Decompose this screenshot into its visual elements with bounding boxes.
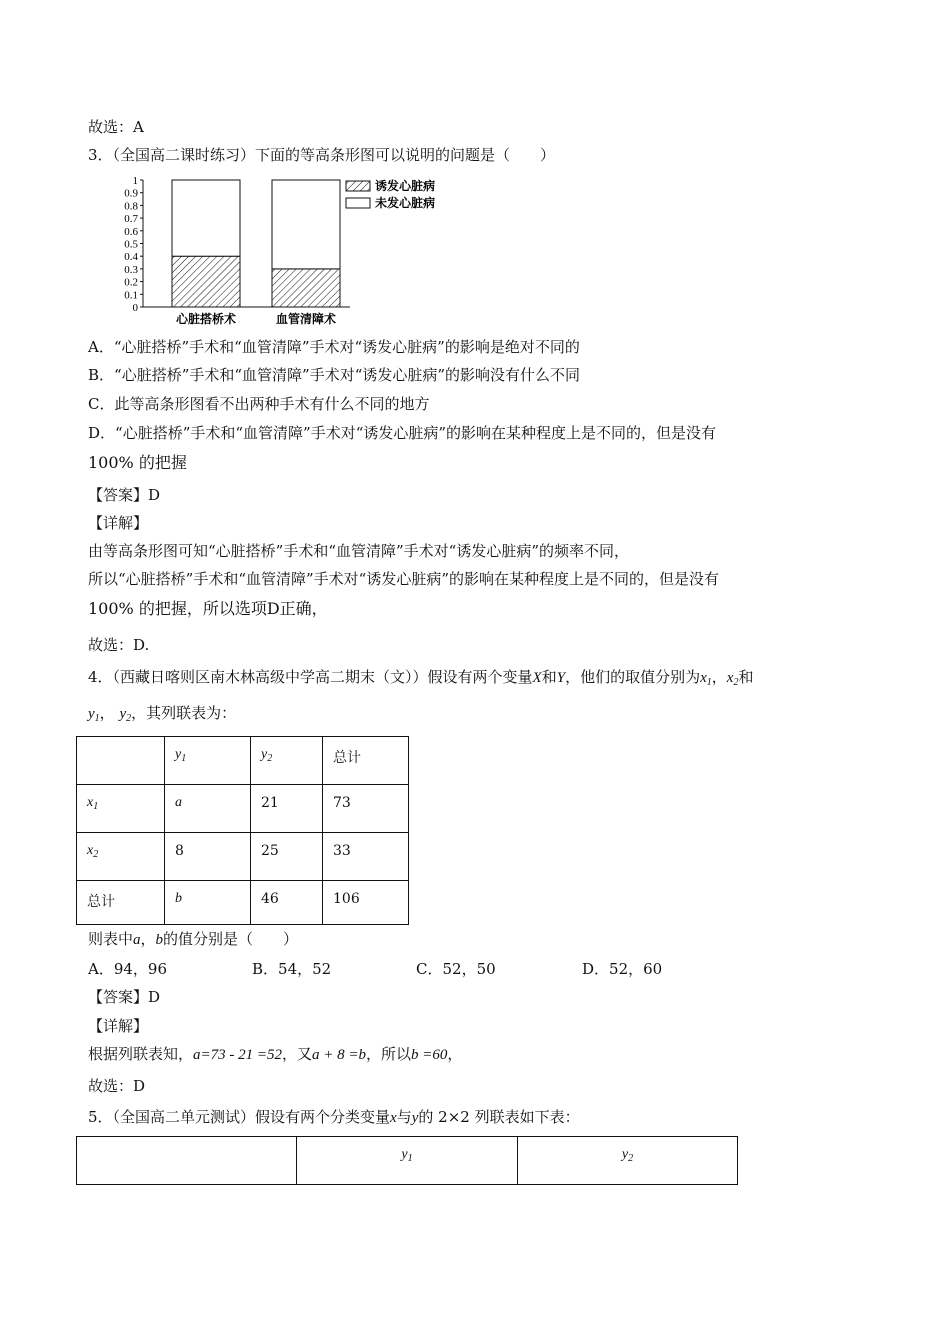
table-header-cell: $y_2$	[518, 1137, 738, 1185]
question-4-prompt: 则表中a，b的值分别是（ ）	[88, 930, 299, 948]
bar-induced	[272, 269, 340, 307]
legend-label-induced: 诱发心脏病	[375, 179, 436, 193]
legend-swatch-induced	[346, 181, 370, 191]
text-line: 故选：A	[88, 118, 144, 136]
table-header-cell: $y_1$	[297, 1137, 518, 1185]
y-tick-label: 0.9	[124, 187, 138, 200]
detail-label: 【详解】	[88, 1017, 149, 1035]
conclusion-line: 故选：D.	[88, 636, 150, 654]
table-header-cell: $y_1$	[165, 737, 251, 785]
table-cell: b	[165, 881, 251, 925]
table-cell: 8	[165, 833, 251, 881]
y-tick-label: 0.3	[124, 263, 138, 276]
x-category-label: 血管清障术	[275, 312, 337, 326]
option-b: B．54，52	[252, 960, 332, 978]
table-cell: 21	[251, 785, 323, 833]
x-category-label: 心脏搭桥术	[175, 312, 237, 326]
y-tick-label: 0.4	[124, 251, 138, 264]
option-d: D．“心脏搭桥”手术和“血管清障”手术对“诱发心脏病”的影响在某种程度上是不同的，但是没有	[88, 424, 717, 442]
option-b: B．“心脏搭桥”手术和“血管清障”手术对“诱发心脏病”的影响没有什么不同	[88, 366, 581, 384]
answer-label: 【答案】D	[88, 988, 161, 1006]
question-3-title: 3．（全国高二课时练习）下面的等高条形图可以说明的问题是（ ）	[88, 146, 556, 164]
y-tick-label: 1	[132, 175, 138, 187]
table-cell: a	[165, 785, 251, 833]
y-tick-label: 0	[132, 302, 138, 314]
legend-swatch-not-induced	[346, 198, 370, 208]
option-d-continued: 100% 的把握	[88, 453, 187, 472]
table-cell: 73	[323, 785, 409, 833]
detail-label: 【详解】	[88, 514, 149, 532]
y-tick-label: 0.2	[124, 276, 138, 289]
bar-not-induced	[272, 180, 340, 269]
explanation-line: 所以“心脏搭桥”手术和“血管清障”手术对“诱发心脏病”的影响在某种程度上是不同的，但是没有	[88, 570, 720, 588]
y-tick-label: 0.7	[124, 213, 138, 226]
y-tick-label: 0.5	[124, 238, 138, 251]
answer-label: 【答案】D	[88, 486, 161, 504]
bar-not-induced	[172, 180, 240, 256]
explanation-line: 100% 的把握，所以选项D正确，	[88, 599, 328, 618]
table-cell: 106	[323, 881, 409, 925]
question-5-title: 5．（全国高二单元测试）假设有两个分类变量x与y的 2×2 列联表如下表：	[88, 1108, 580, 1126]
question-4-title: 4．（西藏日喀则区南木林高级中学高二期末（文））假设有两个变量X和Y，他们的取值分别为$x_1$，$x_2$和	[88, 668, 754, 688]
explanation-line: 根据列联表知，a=73 - 21 =52，又a + 8 =b，所以b =60，	[88, 1045, 463, 1063]
table-header-cell: 总计	[323, 737, 409, 785]
table-row-header: $x_2$	[77, 833, 165, 881]
table-cell: 33	[323, 833, 409, 881]
table-header-cell: $y_2$	[251, 737, 323, 785]
y-tick-label: 0.8	[124, 200, 138, 213]
contingency-table	[76, 736, 409, 925]
y-tick-label: 0.1	[124, 289, 138, 302]
table-cell	[77, 737, 165, 785]
y-tick-label: 0.6	[124, 225, 138, 238]
legend-label-not-induced: 未发心脏病	[375, 196, 436, 210]
table-cell	[77, 1137, 297, 1185]
bar-induced	[172, 256, 240, 307]
option-c: C．52，50	[416, 960, 496, 978]
table-row-header: $x_1$	[77, 785, 165, 833]
option-d: D．52，60	[582, 960, 663, 978]
option-a: A．“心脏搭桥”手术和“血管清障”手术对“诱发心脏病”的影响是绝对不同的	[88, 338, 580, 356]
explanation-line: 由等高条形图可知“心脏搭桥”手术和“血管清障”手术对“诱发心脏病”的频率不同，	[88, 542, 630, 560]
table-row-header: 总计	[77, 881, 165, 925]
stacked-bar-chart	[110, 172, 470, 327]
table-cell: 25	[251, 833, 323, 881]
conclusion-line: 故选：D	[88, 1077, 146, 1095]
option-a: A．94，96	[88, 960, 168, 978]
table-cell: 46	[251, 881, 323, 925]
option-c: C．此等高条形图看不出两种手术有什么不同的地方	[88, 395, 430, 413]
question-4-line2: $y_1$， $y_2$，其列联表为：	[88, 704, 237, 724]
contingency-table-2x2	[76, 1136, 738, 1185]
